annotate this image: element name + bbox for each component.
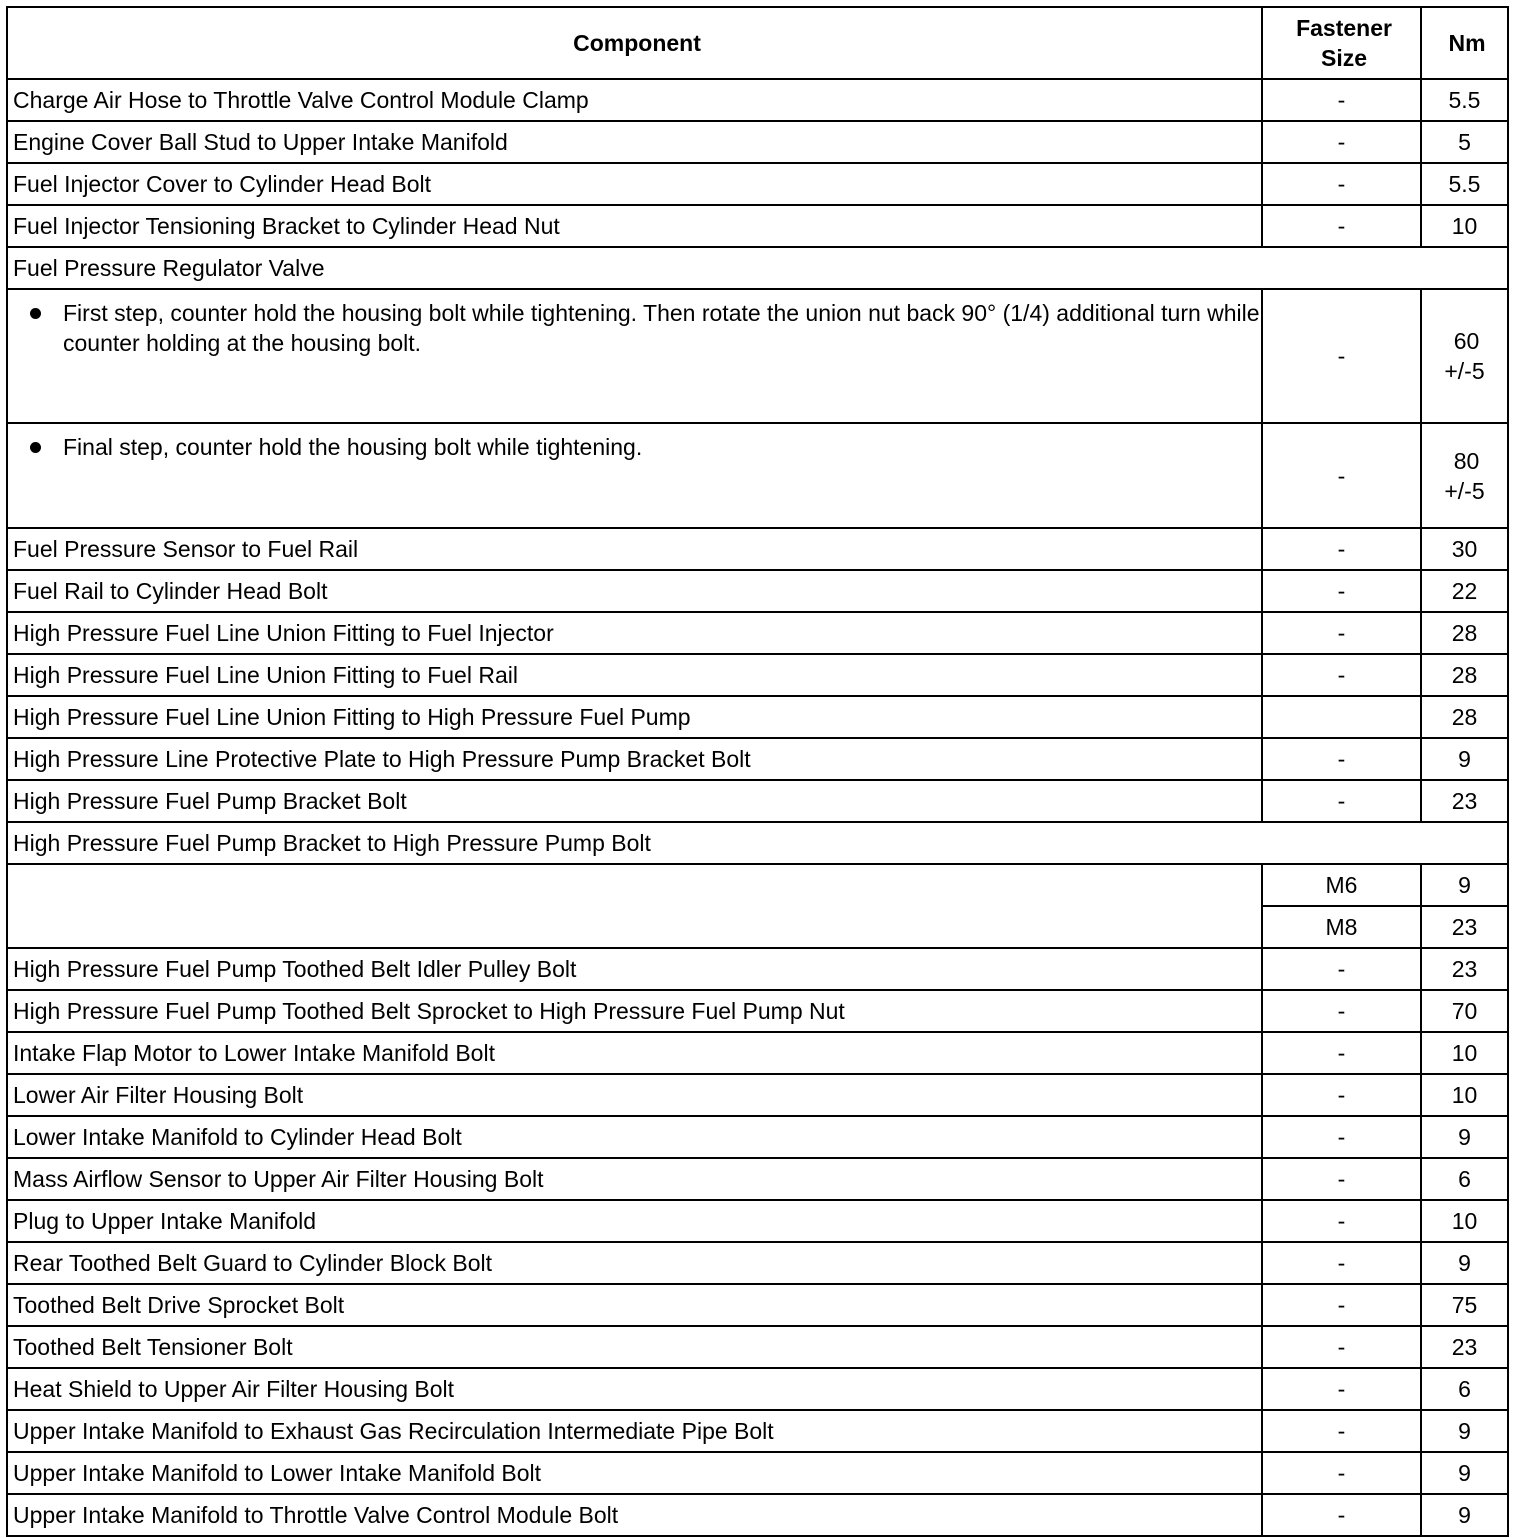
table-row (7, 1200, 1508, 1242)
size-cell: - (1262, 990, 1421, 1032)
component-cell: Heat Shield to Upper Air Filter Housing Bolt (7, 1368, 1262, 1410)
component-cell: Plug to Upper Intake Manifold (7, 1200, 1262, 1242)
size-cell: - (1262, 948, 1421, 990)
size-cell: - (1262, 1368, 1421, 1410)
component-cell: High Pressure Fuel Line Union Fitting to Fuel Rail (7, 654, 1262, 696)
nm-cell: 28 (1421, 696, 1508, 738)
step-cell (7, 423, 1262, 528)
torque-spec-table (6, 6, 1509, 1537)
nm-cell: 28 (1421, 654, 1508, 696)
nm-cell: 9 (1421, 864, 1508, 906)
component-cell: Fuel Rail to Cylinder Head Bolt (7, 570, 1262, 612)
size-cell: - (1262, 1410, 1421, 1452)
step-row (7, 423, 1508, 528)
table-row (7, 570, 1508, 612)
component-cell: Intake Flap Motor to Lower Intake Manifold Bolt (7, 1032, 1262, 1074)
nm-cell: 75 (1421, 1284, 1508, 1326)
table-row (7, 696, 1508, 738)
table-row (7, 654, 1508, 696)
nm-cell: 9 (1421, 1410, 1508, 1452)
bullet-icon (30, 308, 41, 319)
nm-cell: 23 (1421, 1326, 1508, 1368)
table-row (7, 1452, 1508, 1494)
component-cell: High Pressure Fuel Pump Bracket Bolt (7, 780, 1262, 822)
size-cell (1262, 696, 1421, 738)
nm-tolerance: +/-5 (1444, 358, 1485, 384)
empty-component-cell (7, 864, 1262, 948)
table-row (7, 780, 1508, 822)
size-cell: - (1262, 1242, 1421, 1284)
section-title: Fuel Pressure Regulator Valve (7, 247, 1508, 289)
table-row (7, 612, 1508, 654)
size-cell: - (1262, 1158, 1421, 1200)
table-row (7, 1074, 1508, 1116)
component-cell: Charge Air Hose to Throttle Valve Control Module Clamp (7, 79, 1262, 121)
table-row (7, 1494, 1508, 1536)
nm-value: 60 (1453, 328, 1480, 354)
component-cell: Toothed Belt Drive Sprocket Bolt (7, 1284, 1262, 1326)
nm-cell: 9 (1421, 1242, 1508, 1284)
table-row (7, 79, 1508, 121)
sub-row (7, 864, 1508, 906)
nm-cell: 5.5 (1421, 79, 1508, 121)
size-cell: - (1262, 612, 1421, 654)
size-cell: - (1262, 1284, 1421, 1326)
section-title: High Pressure Fuel Pump Bracket to High Pressure Pump Bolt (7, 822, 1508, 864)
size-cell: - (1262, 1326, 1421, 1368)
nm-tolerance: +/-5 (1444, 477, 1485, 504)
nm-cell: 23 (1421, 780, 1508, 822)
size-cell: - (1262, 780, 1421, 822)
size-cell: M6 (1262, 864, 1421, 906)
table-row (7, 163, 1508, 205)
component-cell: Upper Intake Manifold to Throttle Valve Control Module Bolt (7, 1494, 1262, 1536)
nm-cell (1421, 289, 1508, 423)
size-cell: - (1262, 1452, 1421, 1494)
size-cell: - (1262, 423, 1421, 528)
size-cell: - (1262, 1074, 1421, 1116)
table-row (7, 1242, 1508, 1284)
table-row (7, 1410, 1508, 1452)
size-cell: - (1262, 205, 1421, 247)
component-cell: Mass Airflow Sensor to Upper Air Filter Housing Bolt (7, 1158, 1262, 1200)
size-cell: M8 (1262, 906, 1421, 948)
size-cell: - (1262, 79, 1421, 121)
nm-cell: 10 (1421, 1074, 1508, 1116)
section-row-fprv (7, 247, 1508, 289)
header-row (7, 7, 1508, 79)
component-cell: High Pressure Fuel Line Union Fitting to Fuel Injector (7, 612, 1262, 654)
table-row (7, 1368, 1508, 1410)
size-cell: - (1262, 738, 1421, 780)
nm-cell: 70 (1421, 990, 1508, 1032)
header-nm: Nm (1421, 7, 1508, 79)
table-row (7, 738, 1508, 780)
size-cell: - (1262, 289, 1421, 423)
table-row (7, 205, 1508, 247)
component-cell: Rear Toothed Belt Guard to Cylinder Block Bolt (7, 1242, 1262, 1284)
nm-cell: 9 (1421, 1452, 1508, 1494)
size-cell: - (1262, 163, 1421, 205)
table-row (7, 1158, 1508, 1200)
component-cell: Upper Intake Manifold to Exhaust Gas Recirculation Intermediate Pipe Bolt (7, 1410, 1262, 1452)
component-cell: Lower Intake Manifold to Cylinder Head Bolt (7, 1116, 1262, 1158)
nm-cell: 23 (1421, 906, 1508, 948)
component-cell: Fuel Pressure Sensor to Fuel Rail (7, 528, 1262, 570)
nm-cell: 28 (1421, 612, 1508, 654)
step-cell (7, 289, 1262, 423)
size-cell: - (1262, 1494, 1421, 1536)
nm-cell: 10 (1421, 205, 1508, 247)
size-cell: - (1262, 1200, 1421, 1242)
nm-cell: 9 (1421, 1116, 1508, 1158)
section-row-hpfp-bracket (7, 822, 1508, 864)
nm-cell: 6 (1421, 1368, 1508, 1410)
nm-cell: 9 (1421, 738, 1508, 780)
header-fastener-size (1262, 7, 1421, 79)
table-row (7, 528, 1508, 570)
table-row (7, 121, 1508, 163)
size-cell: - (1262, 121, 1421, 163)
component-cell: Toothed Belt Tensioner Bolt (7, 1326, 1262, 1368)
component-cell: Upper Intake Manifold to Lower Intake Manifold Bolt (7, 1452, 1262, 1494)
component-cell: Fuel Injector Tensioning Bracket to Cylinder Head Nut (7, 205, 1262, 247)
table-row (7, 948, 1508, 990)
table-row (7, 1032, 1508, 1074)
component-cell: High Pressure Fuel Pump Toothed Belt Sprocket to High Pressure Fuel Pump Nut (7, 990, 1262, 1032)
table-row (7, 990, 1508, 1032)
component-cell: High Pressure Fuel Pump Toothed Belt Idler Pulley Bolt (7, 948, 1262, 990)
component-cell: Fuel Injector Cover to Cylinder Head Bolt (7, 163, 1262, 205)
size-cell: - (1262, 1032, 1421, 1074)
table-row (7, 1116, 1508, 1158)
header-component: Component (7, 7, 1262, 79)
component-cell: High Pressure Fuel Line Union Fitting to High Pressure Fuel Pump (7, 696, 1262, 738)
component-cell: High Pressure Line Protective Plate to High Pressure Pump Bracket Bolt (7, 738, 1262, 780)
component-cell: Lower Air Filter Housing Bolt (7, 1074, 1262, 1116)
size-cell: - (1262, 1116, 1421, 1158)
nm-cell: 6 (1421, 1158, 1508, 1200)
component-cell: Engine Cover Ball Stud to Upper Intake Manifold (7, 121, 1262, 163)
nm-cell: 5.5 (1421, 163, 1508, 205)
nm-cell (1421, 423, 1508, 528)
size-cell: - (1262, 654, 1421, 696)
nm-cell: 10 (1421, 1032, 1508, 1074)
nm-cell: 23 (1421, 948, 1508, 990)
table-row (7, 1326, 1508, 1368)
nm-cell: 10 (1421, 1200, 1508, 1242)
nm-cell: 30 (1421, 528, 1508, 570)
step-row (7, 289, 1508, 423)
step-text: First step, counter hold the housing bolt while tightening. Then rotate the union nut back 90° (1/4) additional turn while counter holding at the housing bolt. (63, 300, 1260, 356)
nm-cell: 22 (1421, 570, 1508, 612)
size-cell: - (1262, 528, 1421, 570)
table-row (7, 1284, 1508, 1326)
header-fastener-size-label: Fastener Size (1296, 15, 1392, 71)
step-text: Final step, counter hold the housing bolt while tightening. (63, 434, 643, 460)
nm-cell: 5 (1421, 121, 1508, 163)
bullet-icon (30, 442, 41, 453)
size-cell: - (1262, 570, 1421, 612)
nm-value: 80 (1453, 447, 1480, 474)
nm-cell: 9 (1421, 1494, 1508, 1536)
